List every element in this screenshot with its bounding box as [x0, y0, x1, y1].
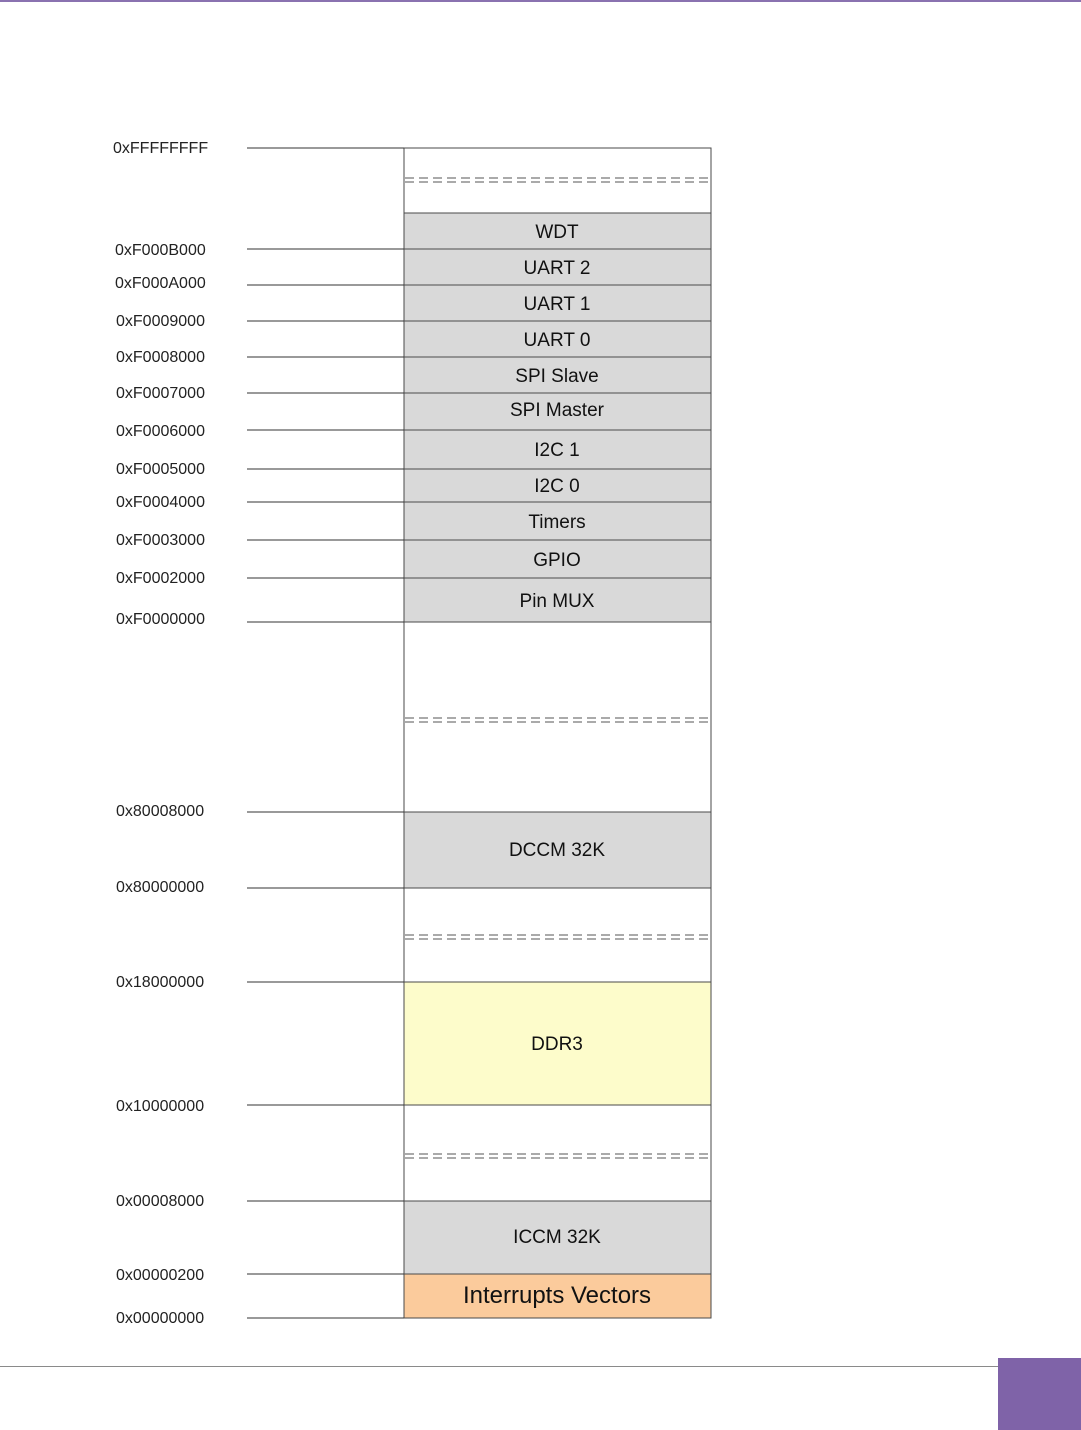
address-label: 0x18000000: [116, 974, 205, 991]
region-label-wdt: WDT: [535, 222, 579, 243]
region-label-uart2: UART 2: [523, 258, 591, 279]
address-label: 0x10000000: [116, 1098, 205, 1115]
address-label: 0xF0005000: [116, 461, 205, 478]
region-label-timers: Timers: [528, 512, 586, 533]
footer-rule: [0, 1366, 998, 1367]
region-label-i2c0: I2C 0: [534, 476, 580, 497]
address-leaders: [247, 148, 404, 1318]
address-label: 0xF0006000: [116, 423, 205, 440]
address-label: 0xF0000000: [116, 611, 205, 628]
address-label: 0xF0002000: [116, 570, 205, 587]
address-label: 0xFFFFFFFF: [113, 140, 209, 157]
address-label: 0x80000000: [116, 879, 205, 896]
address-label: 0xF0007000: [116, 385, 205, 402]
block-top-empty: [404, 148, 711, 213]
address-label: 0xF000A000: [115, 275, 206, 292]
region-label-uart1: UART 1: [523, 294, 591, 315]
region-label-pin-mux: Pin MUX: [519, 591, 595, 612]
region-label-dccm: DCCM 32K: [508, 840, 606, 861]
region-label-spi-slave: SPI Slave: [515, 366, 599, 387]
address-label: 0x00000200: [116, 1267, 205, 1284]
address-label: 0xF0009000: [116, 313, 205, 330]
address-labels: [113, 140, 208, 1327]
address-label: 0xF0003000: [116, 532, 205, 549]
address-label: 0xF000B000: [115, 242, 206, 259]
page-number-tab: [998, 1358, 1081, 1430]
address-label: 0xF0008000: [116, 349, 205, 366]
block-gap-1: [404, 622, 711, 812]
region-label-ddr3: DDR3: [531, 1034, 583, 1055]
region-label-interrupt-vectors: Interrupts Vectors: [462, 1282, 652, 1309]
region-label-spi-master: SPI Master: [510, 400, 604, 421]
region-label-uart0: UART 0: [523, 330, 591, 351]
address-label: 0xF0004000: [116, 494, 205, 511]
address-label: 0x80008000: [116, 803, 205, 820]
block-gap-3: [404, 1105, 711, 1201]
memory-column: [404, 148, 711, 1318]
region-label-iccm: ICCM 32K: [513, 1227, 601, 1248]
region-label-i2c1: I2C 1: [534, 440, 580, 461]
address-label: 0x00000000: [116, 1310, 205, 1327]
address-label: 0x00008000: [116, 1193, 205, 1210]
region-label-gpio: GPIO: [533, 550, 581, 571]
